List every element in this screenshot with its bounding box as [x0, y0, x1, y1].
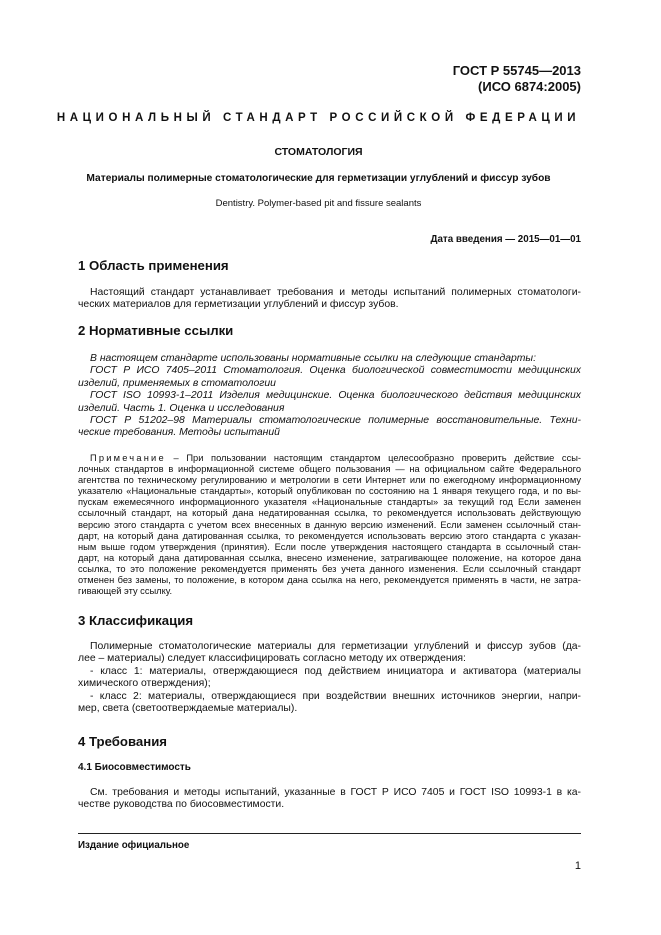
note-line: ссылочный стандарт, на который дана недатированная ссылка, то рекомендуется использовать действующую	[78, 508, 581, 519]
section-2-references	[78, 353, 581, 440]
reference-line: ческие требования. Методы испытаний	[78, 427, 280, 439]
document-subtitle: Материалы полимерные стоматологические для герметизации углублений и фиссур зубов	[86, 173, 551, 184]
class-item: - класс 1: материалы, отверждающиеся под действием инициатора и активатора (материалы	[90, 665, 581, 677]
note-line: версию этого стандарта с учетом всех внесенных в данную версию изменений. Если заменен ссылочный стан-	[78, 519, 581, 530]
reference-line: ГОСТ Р ИСО 7405–2011 Стоматология. Оценка биологической совместимости медицинских	[90, 365, 581, 377]
section-4-1-text	[78, 787, 581, 812]
class-item: - класс 2: материалы, отверждающиеся при воздействии внешних источников энергии, напри-	[90, 690, 581, 702]
date-of-introduction: Дата введения — 2015—01—01	[430, 234, 581, 245]
reference-line: изделий, применяемых в стоматологии	[78, 377, 276, 389]
text-line: ческих материалов для герметизации углублений и фиссур зубов.	[78, 299, 399, 311]
english-title: Dentistry. Polymer-based pit and fissure sealants	[215, 198, 422, 209]
note-label: Примечание	[90, 453, 166, 463]
note-line: агентства по техническому регулированию и метрологии в сети Интернет или по ежегодному информационному	[78, 475, 581, 486]
official-edition-label: Издание официальное	[78, 840, 190, 851]
section-2-heading: 2 Нормативные ссылки	[78, 323, 234, 338]
gost-number: ГОСТ Р 55745—2013	[452, 63, 581, 78]
section-3-text	[78, 641, 581, 715]
national-standard-banner: НАЦИОНАЛЬНЫЙ СТАНДАРТ РОССИЙСКОЙ ФЕДЕРАЦИИ	[56, 112, 581, 124]
reference-line: ГОСТ ISO 10993-1–2011 Изделия медицинские. Оценка биологического действия медицинских	[90, 390, 581, 402]
text-line: Полимерные стоматологические материалы для герметизации углублений и фиссур зубов (да-	[90, 641, 581, 652]
reference-line: изделий. Часть 1. Оценка и исследования	[78, 402, 285, 414]
iso-number: (ИСО 6874:2005)	[478, 79, 581, 94]
note-line	[78, 453, 581, 464]
note-line: указателю «Национальные стандарты», который опубликован по состоянию на 1 января текущего года, и по вы-	[78, 486, 581, 497]
text-line: Настоящий стандарт устанавливает требования и методы испытаний полимерных стоматологи-	[90, 287, 581, 298]
text-line: лее – материалы) следует классифицировать согласно методу их отверждения:	[78, 653, 466, 665]
note-line: отменен без замены, то положение, в котором дана ссылка на него, рекомендуется применять в части, не затра-	[78, 575, 581, 586]
text-line: химического отверждения);	[78, 678, 211, 690]
section-2-note	[78, 453, 581, 597]
document-code	[453, 63, 581, 95]
document-title: СТОМАТОЛОГИЯ	[274, 146, 363, 158]
reference-line: ГОСТ Р 51202–98 Материалы стоматологические полимерные восстановительные. Техни-	[90, 415, 581, 427]
text-line: мер, света (светоотверждаемые материалы).	[78, 703, 298, 715]
note-line: гивающей эту ссылку.	[78, 586, 173, 597]
text-line: См. требования и методы испытаний, указанные в ГОСТ Р ИСО 7405 и ГОСТ ISO 10993-1 в ка-	[90, 787, 581, 798]
note-line: дарт, на который дана датированная ссылка, то рекомендуется использовать версию этого стандарта с указан-	[78, 530, 581, 541]
subsection-4-1-heading: 4.1 Биосовместимость	[78, 762, 191, 773]
text-line: В настоящем стандарте использованы нормативные ссылки на следующие стандарты:	[90, 353, 536, 364]
section-3-heading: 3 Классификация	[78, 613, 194, 628]
page-number: 1	[574, 860, 581, 872]
note-line: лочных стандартов в информационной системе общего пользования — на официальном сайте Федерального	[78, 464, 581, 475]
section-1-text	[78, 287, 581, 312]
note-line: дарт, на который дана датированная ссылка, внесено изменение, затрагивающее положение, на которое дана	[78, 552, 581, 563]
text-line: честве руководства по биосовместимости.	[78, 799, 285, 811]
note-line: пускам ежемесячного информационного указателя «Национальные стандарты» за текущий год Если заменен	[78, 497, 581, 508]
footer-divider	[78, 833, 581, 834]
note-line: ным выше годом утверждения (принятия). Если после утверждения настоящего стандарта в ссылочный стан-	[78, 541, 581, 552]
note-text: – При пользовании настоящим стандартом целесообразно проверить действие ссы-	[165, 453, 581, 463]
note-line: ссылка, то это положение рекомендуется применять без учета данного изменения. Если ссылочный стандарт	[78, 563, 581, 574]
section-1-heading: 1 Область применения	[78, 258, 229, 273]
section-4-heading: 4 Требования	[78, 734, 168, 749]
